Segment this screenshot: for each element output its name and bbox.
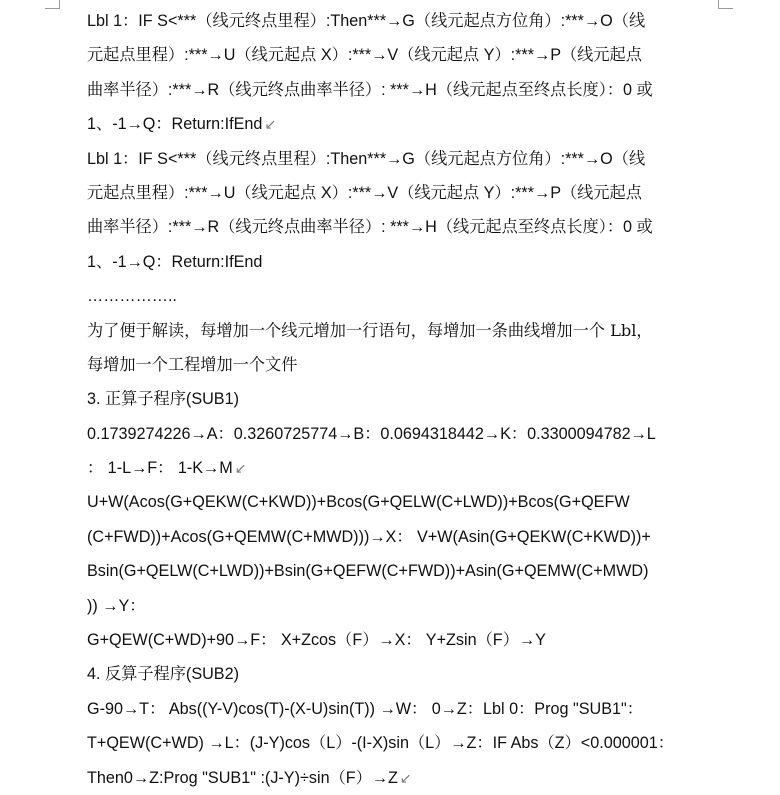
paragraph-mark: ↙ xyxy=(399,769,412,786)
paragraph-mark: ↙ xyxy=(264,116,277,133)
text-line: 曲率半径）:***→R（线元终点曲率半径）: ***→H（线元起点至终点长度）：0 或 xyxy=(87,80,653,99)
text-span: 1、-1→Q：Return:IfEnd xyxy=(87,115,263,134)
text-line xyxy=(87,107,701,141)
text-line: 每增加一个工程增加一个文件 xyxy=(87,354,298,374)
section-heading: 4. 反算子程序(SUB2) xyxy=(87,665,240,684)
text-line: …………….. xyxy=(87,287,177,306)
margin-corner-mark-left xyxy=(45,0,60,9)
text-line: G+QEW(C+WD)+90→F： X+Zcos（F）→X： Y+Zsin（F）→Y xyxy=(87,631,546,650)
text-line: Bsin(G+QELW(C+LWD))+Bsin(G+QEFW(C+FWD))+Asin(G+QEMW(C+MWD) xyxy=(87,562,649,581)
text-line: T+QEW(C+WD) →L：(J-Y)cos（L）-(I-X)sin（L）→Z：IF Abs（Z）<0.000001： xyxy=(87,734,674,753)
text-line: Lbl 1：IF S<***（线元终点里程）:Then***→G（线元起点方位角）:***→O（线 xyxy=(87,12,646,30)
text-span: Then0→Z:Prog "SUB1" :(J-Y)÷sin（F）→Z xyxy=(87,768,398,787)
text-line: 0.1739274226→A：0.3260725774→B：0.0694318442→K：0.3300094782→L xyxy=(87,424,656,443)
text-line: 元起点里程）:***→U（线元起点 X）:***→V（线元起点 Y）:***→P（线元起点 xyxy=(87,183,642,202)
margin-corner-mark-right xyxy=(718,0,733,9)
text-line: U+W(Acos(G+QEKW(C+KWD))+Bcos(G+QELW(C+LWD))+Bcos(G+QEFW xyxy=(87,493,630,512)
paragraph-mark: ↙ xyxy=(234,460,247,477)
text-line: 1、-1→Q：Return:IfEnd xyxy=(87,252,263,271)
text-line: )) →Y： xyxy=(87,596,146,615)
text-line: (C+FWD))+Acos(G+QEMW(C+MWD)))→X： V+W(Asin(G+QEKW(C+KWD))+ xyxy=(87,527,651,546)
text-line: Lbl 1：IF S<***（线元终点里程）:Then***→G（线元起点方位角）:***→O（线 xyxy=(87,149,646,168)
text-line: 元起点里程）:***→U（线元起点 X）:***→V（线元起点 Y）:***→P（线元起点 xyxy=(87,46,642,65)
section-heading: 3. 正算子程序(SUB1) xyxy=(87,390,240,409)
text-line xyxy=(87,451,701,485)
text-line: 为了便于解读，每增加一个线元增加一行语句，每增加一条曲线增加一个 Lbl， xyxy=(87,320,653,340)
document-body[interactable] xyxy=(87,4,701,795)
text-line: G-90→T： Abs((Y-V)cos(T)-(X-U)sin(T)) →W： 0→Z：Lbl 0：Prog "SUB1"： xyxy=(87,699,643,718)
text-span: ： 1-L→F： 1-K→M xyxy=(87,459,233,478)
text-line xyxy=(87,761,701,795)
text-line: 曲率半径）:***→R（线元终点曲率半径）: ***→H（线元起点至终点长度）：0 或 xyxy=(87,218,653,237)
